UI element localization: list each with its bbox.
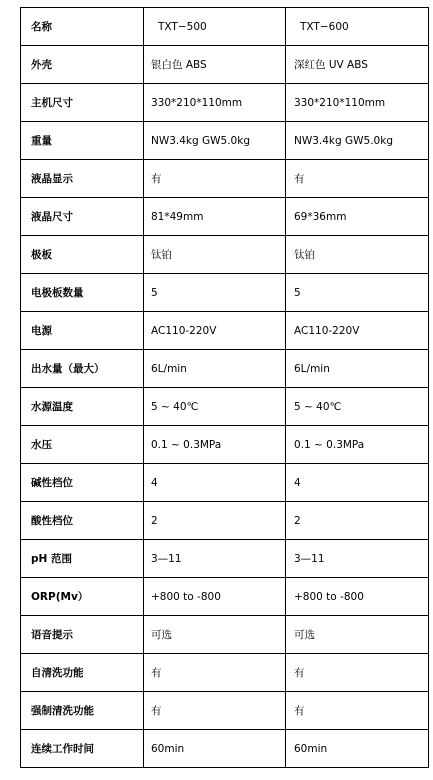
row-value-b: 4	[286, 464, 429, 502]
row-value-b: 6L/min	[286, 350, 429, 388]
row-value-a: 有	[144, 692, 286, 730]
row-label: 电极板数量	[21, 274, 144, 312]
table-row	[21, 616, 429, 654]
row-value-b: 60min	[286, 730, 429, 768]
row-value-b: 2	[286, 502, 429, 540]
row-value-a: 可选	[144, 616, 286, 654]
row-value-a: 81*49mm	[144, 198, 286, 236]
row-label: pH 范围	[21, 540, 144, 578]
row-value-b: 3—11	[286, 540, 429, 578]
row-value-a: 5 ~ 40℃	[144, 388, 286, 426]
row-label: 极板	[21, 236, 144, 274]
row-value-a: 60min	[144, 730, 286, 768]
row-value-b: 0.1 ~ 0.3MPa	[286, 426, 429, 464]
row-value-b: 5	[286, 274, 429, 312]
row-value-b: 有	[286, 160, 429, 198]
table-row	[21, 578, 429, 616]
table-row	[21, 274, 429, 312]
row-label: 连续工作时间	[21, 730, 144, 768]
header-model-a: TXT−500	[144, 8, 286, 46]
row-value-a: 4	[144, 464, 286, 502]
row-value-b: 有	[286, 692, 429, 730]
header-model-b: TXT−600	[286, 8, 429, 46]
table-row	[21, 730, 429, 768]
row-value-b: 有	[286, 654, 429, 692]
row-value-a: 有	[144, 160, 286, 198]
row-value-a: 钛铂	[144, 236, 286, 274]
row-value-a: 330*210*110mm	[144, 84, 286, 122]
row-label: 水源温度	[21, 388, 144, 426]
table-row	[21, 388, 429, 426]
spec-table	[20, 7, 429, 768]
table-row	[21, 540, 429, 578]
table-row	[21, 312, 429, 350]
row-value-a: 0.1 ~ 0.3MPa	[144, 426, 286, 464]
row-label: 重量	[21, 122, 144, 160]
row-label: 语音提示	[21, 616, 144, 654]
row-value-b: 可选	[286, 616, 429, 654]
row-label: 自清洗功能	[21, 654, 144, 692]
table-row	[21, 236, 429, 274]
table-row	[21, 692, 429, 730]
row-value-a: +800 to -800	[144, 578, 286, 616]
table-row	[21, 160, 429, 198]
row-value-a: 6L/min	[144, 350, 286, 388]
row-label: ORP(Mv）	[21, 578, 144, 616]
row-label: 液晶尺寸	[21, 198, 144, 236]
table-header-row	[21, 8, 429, 46]
table-row	[21, 84, 429, 122]
row-label: 主机尺寸	[21, 84, 144, 122]
row-value-a: 2	[144, 502, 286, 540]
table-row	[21, 350, 429, 388]
table-row	[21, 654, 429, 692]
row-value-b: 深红色 UV ABS	[286, 46, 429, 84]
row-value-a: NW3.4kg GW5.0kg	[144, 122, 286, 160]
row-label: 强制清洗功能	[21, 692, 144, 730]
row-value-b: 5 ~ 40℃	[286, 388, 429, 426]
row-label: 外壳	[21, 46, 144, 84]
row-value-a: AC110-220V	[144, 312, 286, 350]
row-value-b: NW3.4kg GW5.0kg	[286, 122, 429, 160]
table-row	[21, 502, 429, 540]
table-row	[21, 198, 429, 236]
row-label: 酸性档位	[21, 502, 144, 540]
spec-sheet	[20, 7, 428, 768]
row-label: 电源	[21, 312, 144, 350]
row-label: 出水量（最大）	[21, 350, 144, 388]
row-value-b: AC110-220V	[286, 312, 429, 350]
row-value-a: 5	[144, 274, 286, 312]
table-row	[21, 426, 429, 464]
row-label: 液晶显示	[21, 160, 144, 198]
table-row	[21, 464, 429, 502]
row-value-a: 有	[144, 654, 286, 692]
row-value-b: +800 to -800	[286, 578, 429, 616]
row-value-a: 银白色 ABS	[144, 46, 286, 84]
table-row	[21, 122, 429, 160]
row-label: 水压	[21, 426, 144, 464]
row-value-a: 3—11	[144, 540, 286, 578]
row-label: 碱性档位	[21, 464, 144, 502]
row-value-b: 330*210*110mm	[286, 84, 429, 122]
row-value-b: 69*36mm	[286, 198, 429, 236]
row-value-b: 钛铂	[286, 236, 429, 274]
table-row	[21, 46, 429, 84]
header-label: 名称	[21, 8, 144, 46]
